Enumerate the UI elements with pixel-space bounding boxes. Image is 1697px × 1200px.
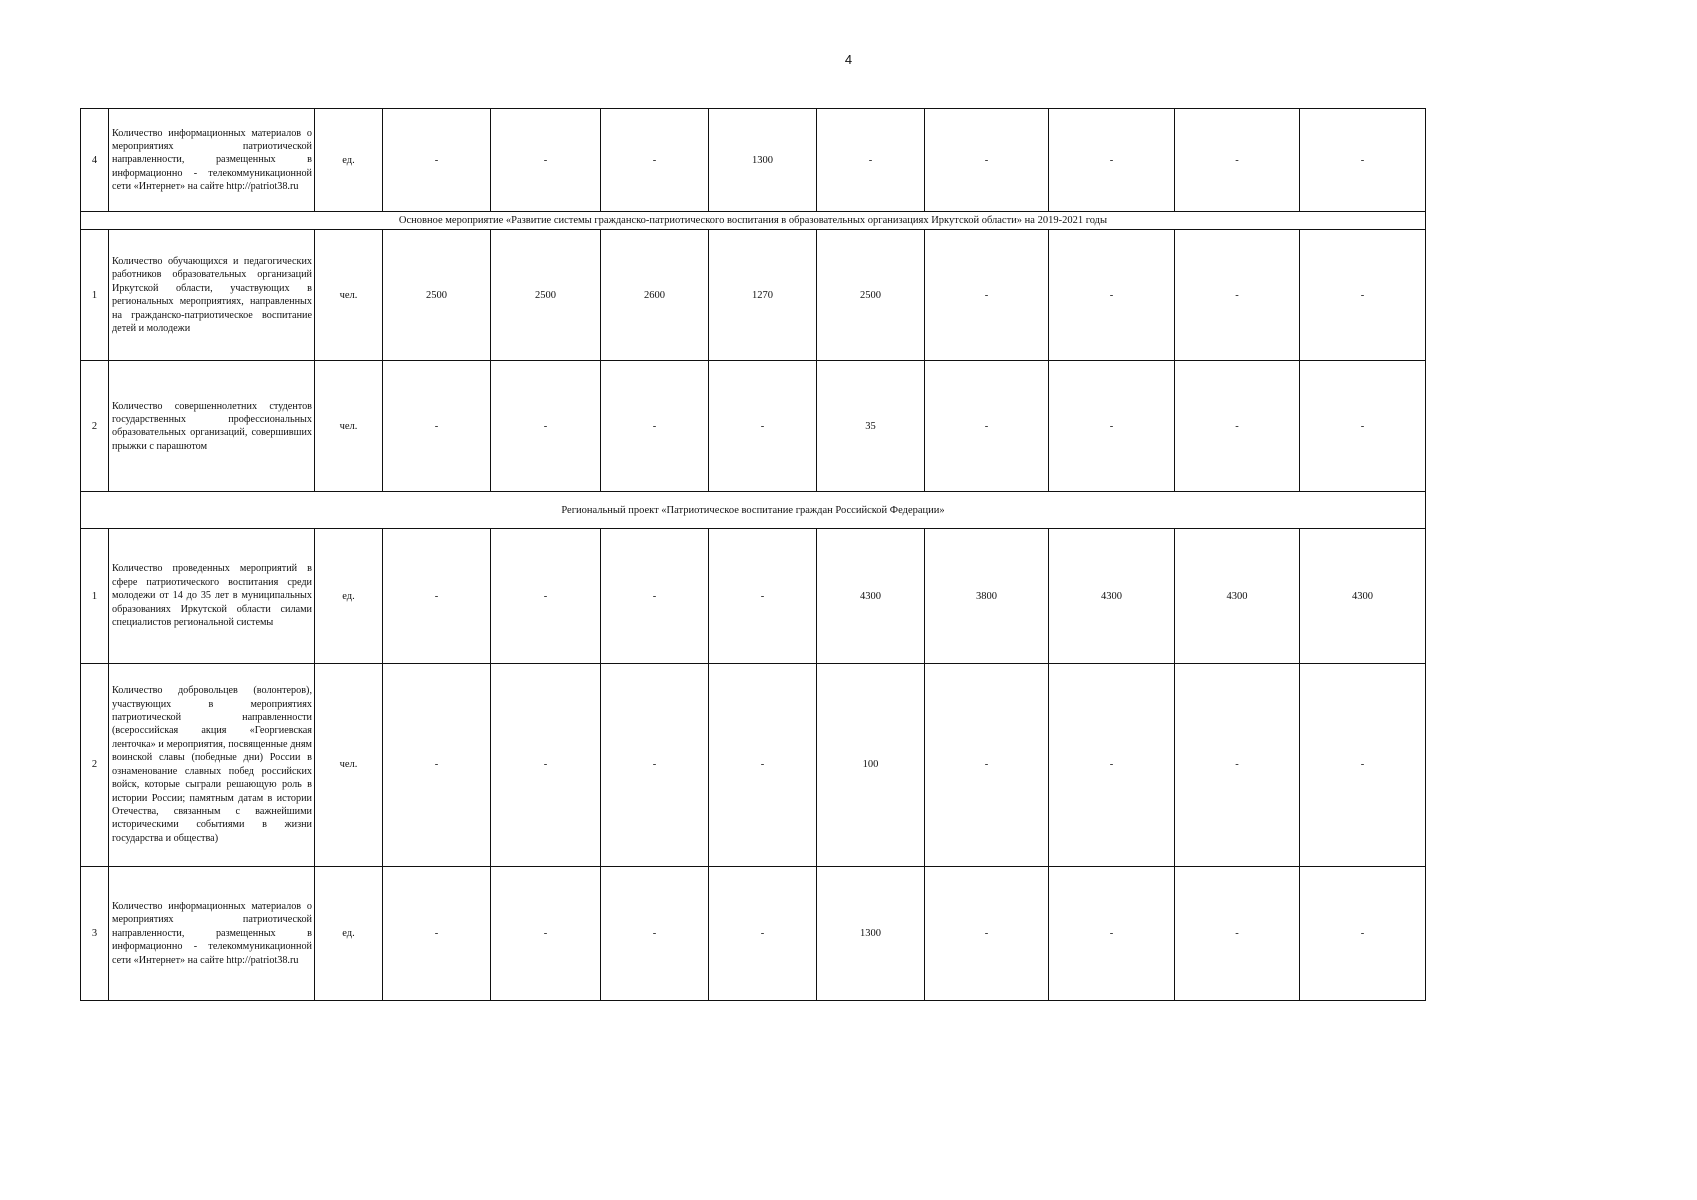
value-cell: - — [925, 230, 1049, 361]
value-cell: - — [817, 109, 925, 212]
indicator-description: Количество добровольцев (волонтеров), участвующих в мероприятиях патриотической направленности (всероссийская акция «Георгиевская ленточка» и мероприятия, посвященные дням воинской славы (победные дни) России в ознаменование славных побед российских войск, которые сыграли решающую роль в истории России; памятным датам в истории Отечества, связанным с важнейшими историческими событиями в жизни государства и общества) — [109, 663, 315, 866]
value-cell: - — [491, 663, 601, 866]
value-cell: - — [383, 529, 491, 663]
indicator-row — [81, 230, 1426, 361]
value-cell: - — [491, 529, 601, 663]
value-cell: - — [601, 529, 709, 663]
unit-cell: ед. — [315, 866, 383, 1000]
indicator-description: Количество проведенных мероприятий в сфере патриотического воспитания среди молодежи от 14 до 35 лет в муниципальных образованиях Иркутской области силами специалистов региональной системы — [109, 529, 315, 663]
value-cell: - — [1300, 866, 1426, 1000]
value-cell: - — [1175, 109, 1300, 212]
indicator-description: Количество обучающихся и педагогических работников образовательных организаций Иркутской области, участвующих в региональных мероприятиях, направленных на гражданско-патриотическое воспитание детей и молодежи — [109, 230, 315, 361]
value-cell: - — [1300, 361, 1426, 492]
value-cell: - — [601, 663, 709, 866]
value-cell: - — [1049, 109, 1175, 212]
value-cell: 4300 — [817, 529, 925, 663]
value-cell: - — [1049, 663, 1175, 866]
value-cell: - — [1175, 866, 1300, 1000]
value-cell: 3800 — [925, 529, 1049, 663]
indicator-description: Количество совершеннолетних студентов государственных профессиональных образовательных организаций, совершивших прыжки с парашютом — [109, 361, 315, 492]
unit-cell: ед. — [315, 529, 383, 663]
unit-cell: чел. — [315, 663, 383, 866]
indicator-row — [81, 109, 1426, 212]
row-number: 2 — [81, 361, 109, 492]
value-cell: - — [1300, 663, 1426, 866]
section-header-row — [81, 492, 1426, 529]
value-cell: 1300 — [709, 109, 817, 212]
value-cell: - — [1175, 663, 1300, 866]
value-cell: 4300 — [1175, 529, 1300, 663]
value-cell: 2500 — [491, 230, 601, 361]
value-cell: - — [601, 866, 709, 1000]
value-cell: 35 — [817, 361, 925, 492]
value-cell: - — [601, 361, 709, 492]
value-cell: - — [925, 866, 1049, 1000]
value-cell: - — [383, 109, 491, 212]
value-cell: 2600 — [601, 230, 709, 361]
page-number: 4 — [844, 52, 853, 67]
value-cell: 1300 — [817, 866, 925, 1000]
value-cell: - — [491, 109, 601, 212]
value-cell: - — [491, 361, 601, 492]
value-cell: - — [1175, 361, 1300, 492]
indicator-row — [81, 866, 1426, 1000]
indicators-table — [80, 108, 1426, 1001]
value-cell: - — [709, 529, 817, 663]
table-body — [81, 109, 1426, 1001]
indicator-row — [81, 361, 1426, 492]
value-cell: - — [1049, 230, 1175, 361]
unit-cell: ед. — [315, 109, 383, 212]
value-cell: - — [709, 663, 817, 866]
value-cell: 4300 — [1300, 529, 1426, 663]
value-cell: 1270 — [709, 230, 817, 361]
value-cell: - — [491, 866, 601, 1000]
value-cell: - — [925, 109, 1049, 212]
row-number: 1 — [81, 529, 109, 663]
indicator-description: Количество информационных материалов о мероприятиях патриотической направленности, размещенных в информационно - телекоммуникационной сети «Интернет» на сайте http://patriot38.ru — [109, 109, 315, 212]
value-cell: - — [1300, 109, 1426, 212]
value-cell: - — [925, 361, 1049, 492]
section-title: Основное мероприятие «Развитие системы гражданско-патриотического воспитания в образовательных организациях Иркутской области» на 2019-2021 годы — [81, 212, 1426, 230]
indicator-row — [81, 663, 1426, 866]
section-header-row — [81, 212, 1426, 230]
value-cell: - — [1049, 866, 1175, 1000]
row-number: 2 — [81, 663, 109, 866]
row-number: 4 — [81, 109, 109, 212]
indicator-row — [81, 529, 1426, 663]
value-cell: 4300 — [1049, 529, 1175, 663]
value-cell: 2500 — [817, 230, 925, 361]
value-cell: - — [383, 663, 491, 866]
value-cell: - — [709, 361, 817, 492]
indicator-description: Количество информационных материалов о мероприятиях патриотической направленности, размещенных в информационно - телекоммуникационной сети «Интернет» на сайте http://patriot38.ru — [109, 866, 315, 1000]
value-cell: 100 — [817, 663, 925, 866]
value-cell: 2500 — [383, 230, 491, 361]
unit-cell: чел. — [315, 230, 383, 361]
row-number: 3 — [81, 866, 109, 1000]
value-cell: - — [925, 663, 1049, 866]
value-cell: - — [709, 866, 817, 1000]
value-cell: - — [601, 109, 709, 212]
value-cell: - — [1300, 230, 1426, 361]
unit-cell: чел. — [315, 361, 383, 492]
value-cell: - — [383, 866, 491, 1000]
value-cell: - — [383, 361, 491, 492]
row-number: 1 — [81, 230, 109, 361]
value-cell: - — [1049, 361, 1175, 492]
value-cell: - — [1175, 230, 1300, 361]
section-title: Региональный проект «Патриотическое воспитание граждан Российской Федерации» — [81, 492, 1426, 529]
indicators-table-container — [80, 108, 1425, 1001]
